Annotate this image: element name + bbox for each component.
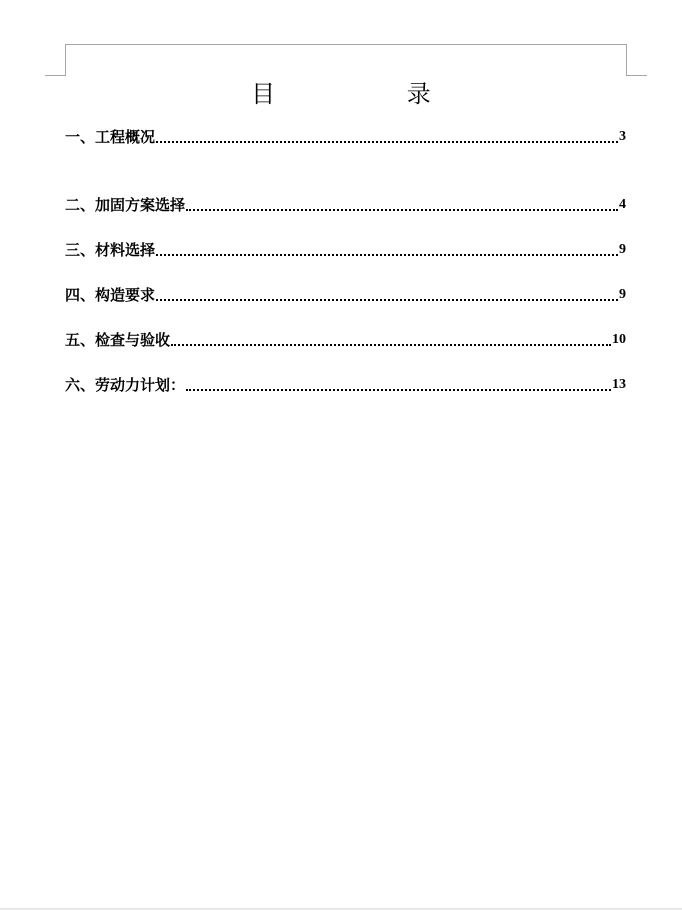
margin-corner-mark-right (626, 44, 647, 76)
toc-entry-page-number: 3 (619, 129, 626, 144)
toc-entry-page-number: 9 (619, 242, 626, 257)
toc-entry[interactable] (65, 126, 626, 148)
toc-dot-leader (156, 299, 618, 301)
toc-dot-leader (156, 141, 618, 143)
toc-entry-label: 五、检查与验收 (65, 331, 171, 349)
toc-entry-label: 一、工程概况 (65, 128, 156, 146)
toc-entry[interactable] (65, 306, 626, 351)
toc-entry[interactable] (65, 216, 626, 261)
toc-entry[interactable] (65, 261, 626, 306)
toc-entry-page-number: 10 (612, 332, 626, 347)
table-of-contents (65, 126, 626, 396)
toc-entry-page-number: 9 (619, 287, 626, 302)
toc-entry-label: 六、劳动力计划： (65, 376, 186, 394)
margin-corner-mark-left (45, 44, 66, 76)
toc-entry[interactable] (65, 171, 626, 216)
toc-entry[interactable] (65, 351, 626, 396)
toc-entry-label: 二、加固方案选择 (65, 196, 186, 214)
toc-title: 目 录 (251, 80, 493, 108)
toc-dot-leader (186, 209, 618, 211)
header-rule (65, 44, 626, 45)
toc-dot-leader (171, 344, 611, 346)
toc-entry-page-number: 4 (619, 197, 626, 212)
toc-dot-leader (156, 254, 618, 256)
toc-dot-leader (186, 389, 611, 391)
toc-entry-label: 四、构造要求 (65, 286, 156, 304)
toc-entry-page-number: 13 (612, 377, 626, 392)
toc-entry-label: 三、材料选择 (65, 241, 156, 259)
